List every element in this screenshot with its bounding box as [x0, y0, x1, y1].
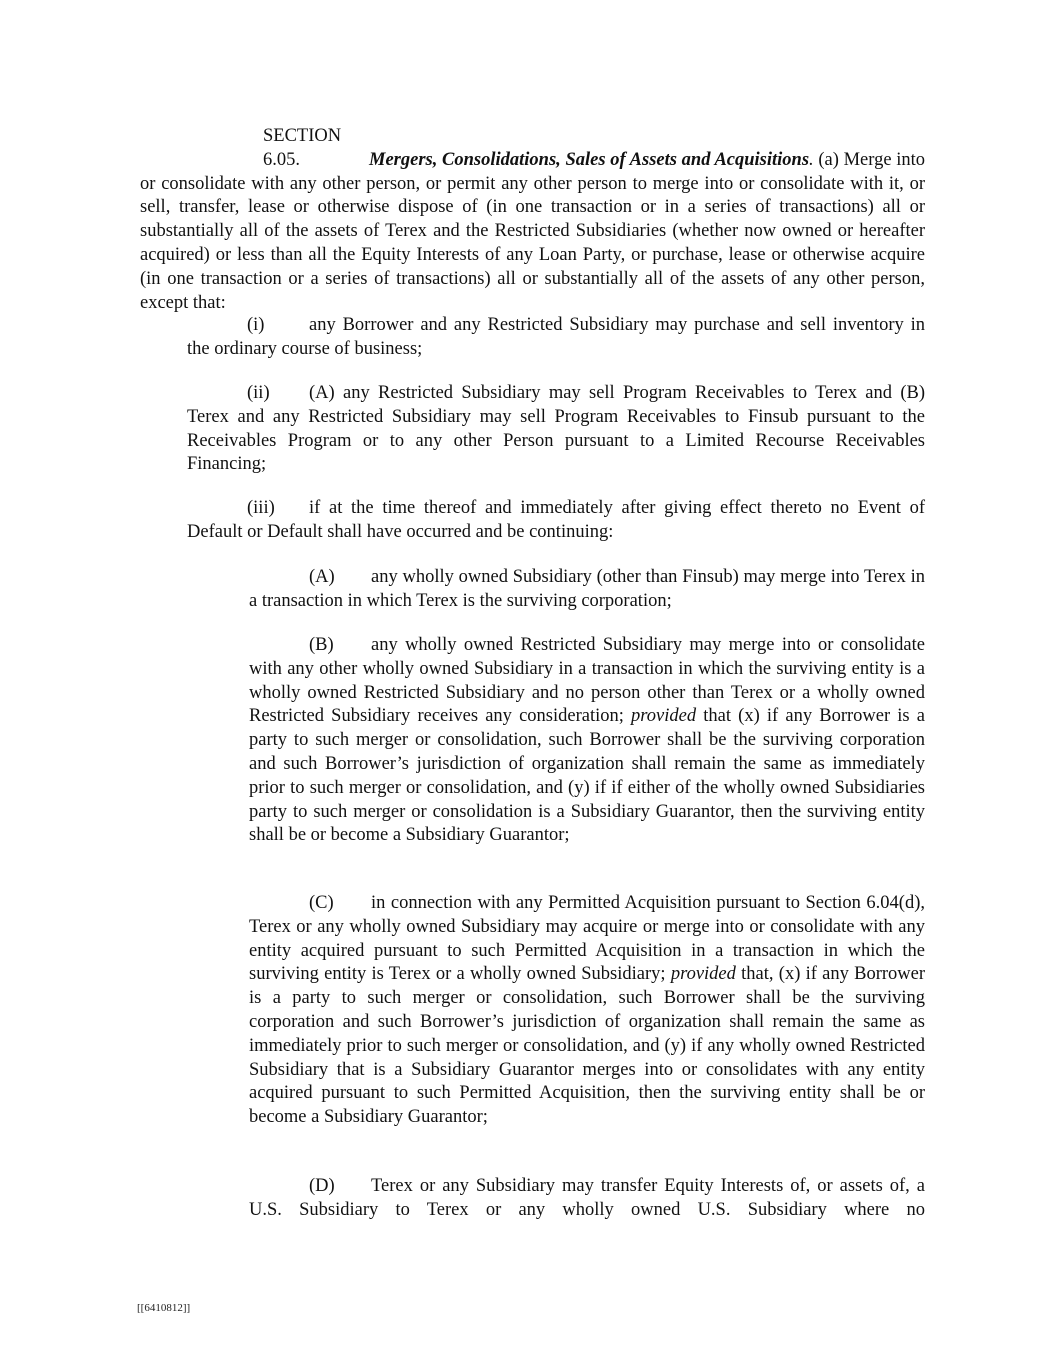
section-title: Mergers, Consolidations, Sales of Assets and Acquisitions: [369, 149, 810, 170]
clause-label: (iii): [247, 498, 275, 518]
subclause-A: [249, 566, 925, 614]
clause-label: (i): [247, 315, 265, 335]
clause-label: (ii): [247, 383, 270, 403]
clause-text: if at the time thereof and immediately after giving effect thereto no Event of Default or Default shall have occurred and be continuing:: [187, 498, 925, 542]
section-number: SECTION 6.05.: [263, 126, 342, 170]
document-id: [[6410812]]: [137, 1302, 191, 1314]
clause-ii: [187, 382, 925, 477]
subclause-label: (B): [309, 635, 334, 655]
clause-text: any Borrower and any Restricted Subsidiary may purchase and sell inventory in the ordinary course of business;: [187, 315, 925, 359]
section-paragraph: [140, 125, 925, 315]
subclause-text-after: that (x) if any Borrower is a party to such merger or consolidation, such Borrower shall be the surviving corporation and such Borrower’s jurisdiction of organization shall remain the same as immediately prior to such merger or consolidation, and (y) if if either of the wholly owned Subsidiaries party to such merger or consolidation is a Subsidiary Guarantor, then the surviving entity shall be or become a Subsidiary Guarantor;: [249, 706, 925, 846]
proviso: provided: [631, 706, 697, 727]
subclause-D: [249, 1175, 925, 1223]
proviso: provided: [670, 964, 736, 985]
section-title-punct: .: [809, 149, 814, 170]
subclause-label: (C): [309, 893, 334, 913]
subclause-text-after: that, (x) if any Borrower is a party to such merger or consolidation, such Borrower shall be the surviving corporation and such Borrower’s jurisdiction of organization shall remain the same as immediately prior to such merger or consolidation, and (y) if any wholly owned Restricted Subsidiary that is a Subsidiary Guarantor merges into or consolidates with any entity acquired pursuant to such Permitted Acquisition, then the surviving entity shall be or become a Subsidiary Guarantor;: [249, 964, 926, 1128]
subclause-C: [249, 892, 925, 1130]
section-intro: (a) Merge into or consolidate with any other person, or permit any other person to merge into or consolidate with it, or sell, transfer, lease or otherwise dispose of (in one transaction or in a series of transactions) all or substantially all of the assets of Terex and the Restricted Subsidiaries (whether now owned or hereafter acquired) or less than all the Equity Interests of any Loan Party, or purchase, lease or otherwise acquire (in one transaction or a series of transactions) all or substantially all of the assets of any other person, except that:: [140, 149, 926, 313]
subclause-label: (D): [309, 1176, 335, 1196]
subclause-text: any wholly owned Subsidiary (other than Finsub) may merge into Terex in a transaction in which Terex is the surviving corporation;: [249, 567, 925, 611]
subclause-text-before: in connection with any Permitted Acquisition pursuant to Section 6.04(d), Terex or any wholly owned Subsidiary may acquire or merge into or consolidate with any entity acquired pursuant to such Permitted Acquisition in a transaction in which the surviving entity is Terex or a wholly owned Subsidiary;: [249, 893, 925, 985]
clause-i: [187, 314, 925, 362]
clause-iii: [187, 497, 925, 545]
subclause-text-before: any wholly owned Restricted Subsidiary may merge into or consolidate with any other wholly owned Subsidiary in a transaction in which the surviving entity is a wholly owned Restricted Subsidiary and no person other than Terex or a wholly owned Restricted Subsidiary receives any consideration;: [249, 635, 925, 727]
subclause-B: [249, 634, 925, 848]
subclause-label: (A): [309, 567, 335, 587]
clause-text: (A) any Restricted Subsidiary may sell Program Receivables to Terex and (B) Terex and any Restricted Subsidiary may sell Program Receivables to Finsub pursuant to the Receivables Program or to any other Person pursuant to a Limited Recourse Receivables Financing;: [187, 383, 925, 475]
subclause-text: Terex or any Subsidiary may transfer Equity Interests of, or assets of, a U.S. Subsidiary to Terex or any wholly owned U.S. Subsidiary where no: [249, 1176, 925, 1220]
